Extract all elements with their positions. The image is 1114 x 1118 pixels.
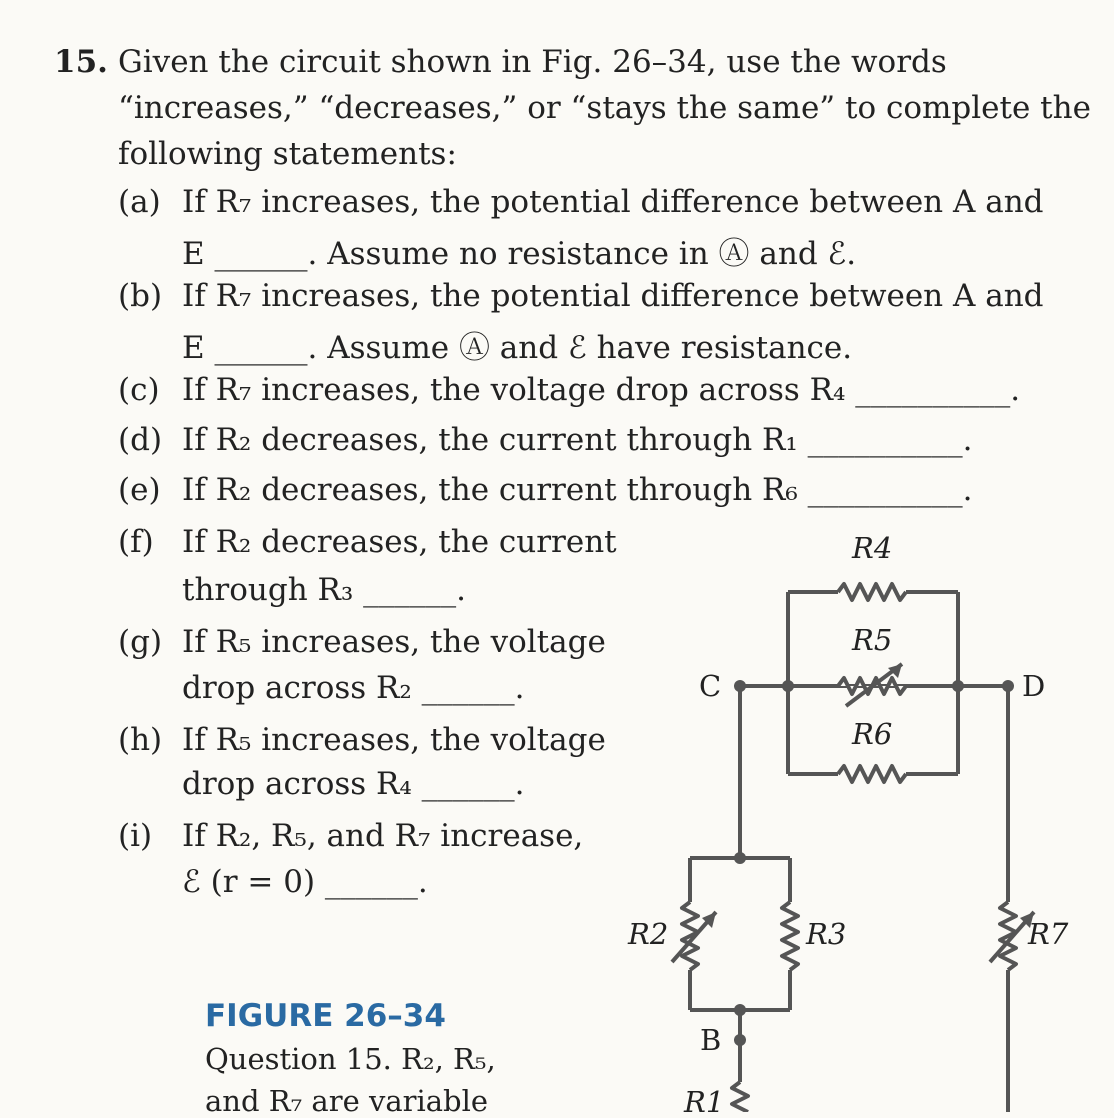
item-g-line-2: drop across R₂ ______.: [182, 670, 525, 706]
item-d-label: (d): [118, 422, 163, 458]
r1-label: R1: [684, 1085, 725, 1112]
resistor-r6: [838, 766, 906, 782]
item-c-line-1: If R₇ increases, the voltage drop across R₄ __________.: [182, 372, 1021, 408]
item-f-label: (f): [118, 524, 154, 560]
item-a-line-2: E ______. Assume no resistance in Ⓐ and ℰ.: [182, 236, 857, 272]
junction-right-dot: [952, 680, 964, 692]
question-intro-line-1: Given the circuit shown in Fig. 26–34, use the words: [118, 44, 947, 80]
item-e-label: (e): [118, 472, 161, 508]
item-h-line-2: drop across R₄ ______.: [182, 766, 525, 802]
item-i-label: (i): [118, 818, 153, 854]
item-b-label: (b): [118, 278, 163, 314]
item-g-label: (g): [118, 624, 163, 660]
item-c-label: (c): [118, 372, 160, 408]
junction-lower-top-dot: [734, 852, 746, 864]
question-number: 15.: [54, 44, 108, 80]
resistor-r4: [838, 584, 906, 600]
r5-label: R5: [852, 623, 893, 657]
junction-left-dot: [782, 680, 794, 692]
r7-label: R7: [1028, 917, 1069, 951]
item-h-label: (h): [118, 722, 163, 758]
item-b-line-1: If R₇ increases, the potential difference between A and: [182, 278, 1044, 314]
resistor-r3: [782, 902, 798, 970]
item-d-line-1: If R₂ decreases, the current through R₁ __________.: [182, 422, 973, 458]
item-f-line-2: through R₃ ______.: [182, 572, 467, 608]
node-d-label: D: [1022, 669, 1046, 703]
item-g-line-1: If R₅ increases, the voltage: [182, 624, 606, 660]
item-e-line-1: If R₂ decreases, the current through R₆ __________.: [182, 472, 973, 508]
node-b-dot: [734, 1034, 746, 1046]
r3-label: R3: [806, 917, 847, 951]
item-a-label: (a): [118, 184, 161, 220]
node-c-label: C: [699, 669, 722, 703]
item-f-line-1: If R₂ decreases, the current: [182, 524, 617, 560]
node-c-dot: [734, 680, 746, 692]
node-d-dot: [1002, 680, 1014, 692]
r2-label: R2: [628, 917, 669, 951]
question-intro-line-2: “increases,” “decreases,” or “stays the same” to complete the: [118, 90, 1091, 126]
item-i-line-1: If R₂, R₅, and R₇ increase,: [182, 818, 584, 854]
resistor-r1: [732, 1082, 748, 1112]
r6-label: R6: [852, 717, 893, 751]
item-i-line-2: ℰ (r = 0) ______.: [182, 864, 428, 900]
question-intro-line-3: following statements:: [118, 136, 457, 172]
item-a-line-1: If R₇ increases, the potential difference between A and: [182, 184, 1044, 220]
junction-lower-bottom-dot: [734, 1004, 746, 1016]
item-b-line-2: E ______. Assume Ⓐ and ℰ have resistance.: [182, 330, 853, 366]
node-b-label: B: [700, 1023, 722, 1057]
r4-label: R4: [852, 531, 893, 565]
figure-caption-line-1: Question 15. R₂, R₅,: [205, 1042, 496, 1076]
figure-title: FIGURE 26–34: [205, 998, 446, 1034]
figure-caption-line-2: and R₇ are variable: [205, 1084, 489, 1118]
item-h-line-1: If R₅ increases, the voltage: [182, 722, 606, 758]
